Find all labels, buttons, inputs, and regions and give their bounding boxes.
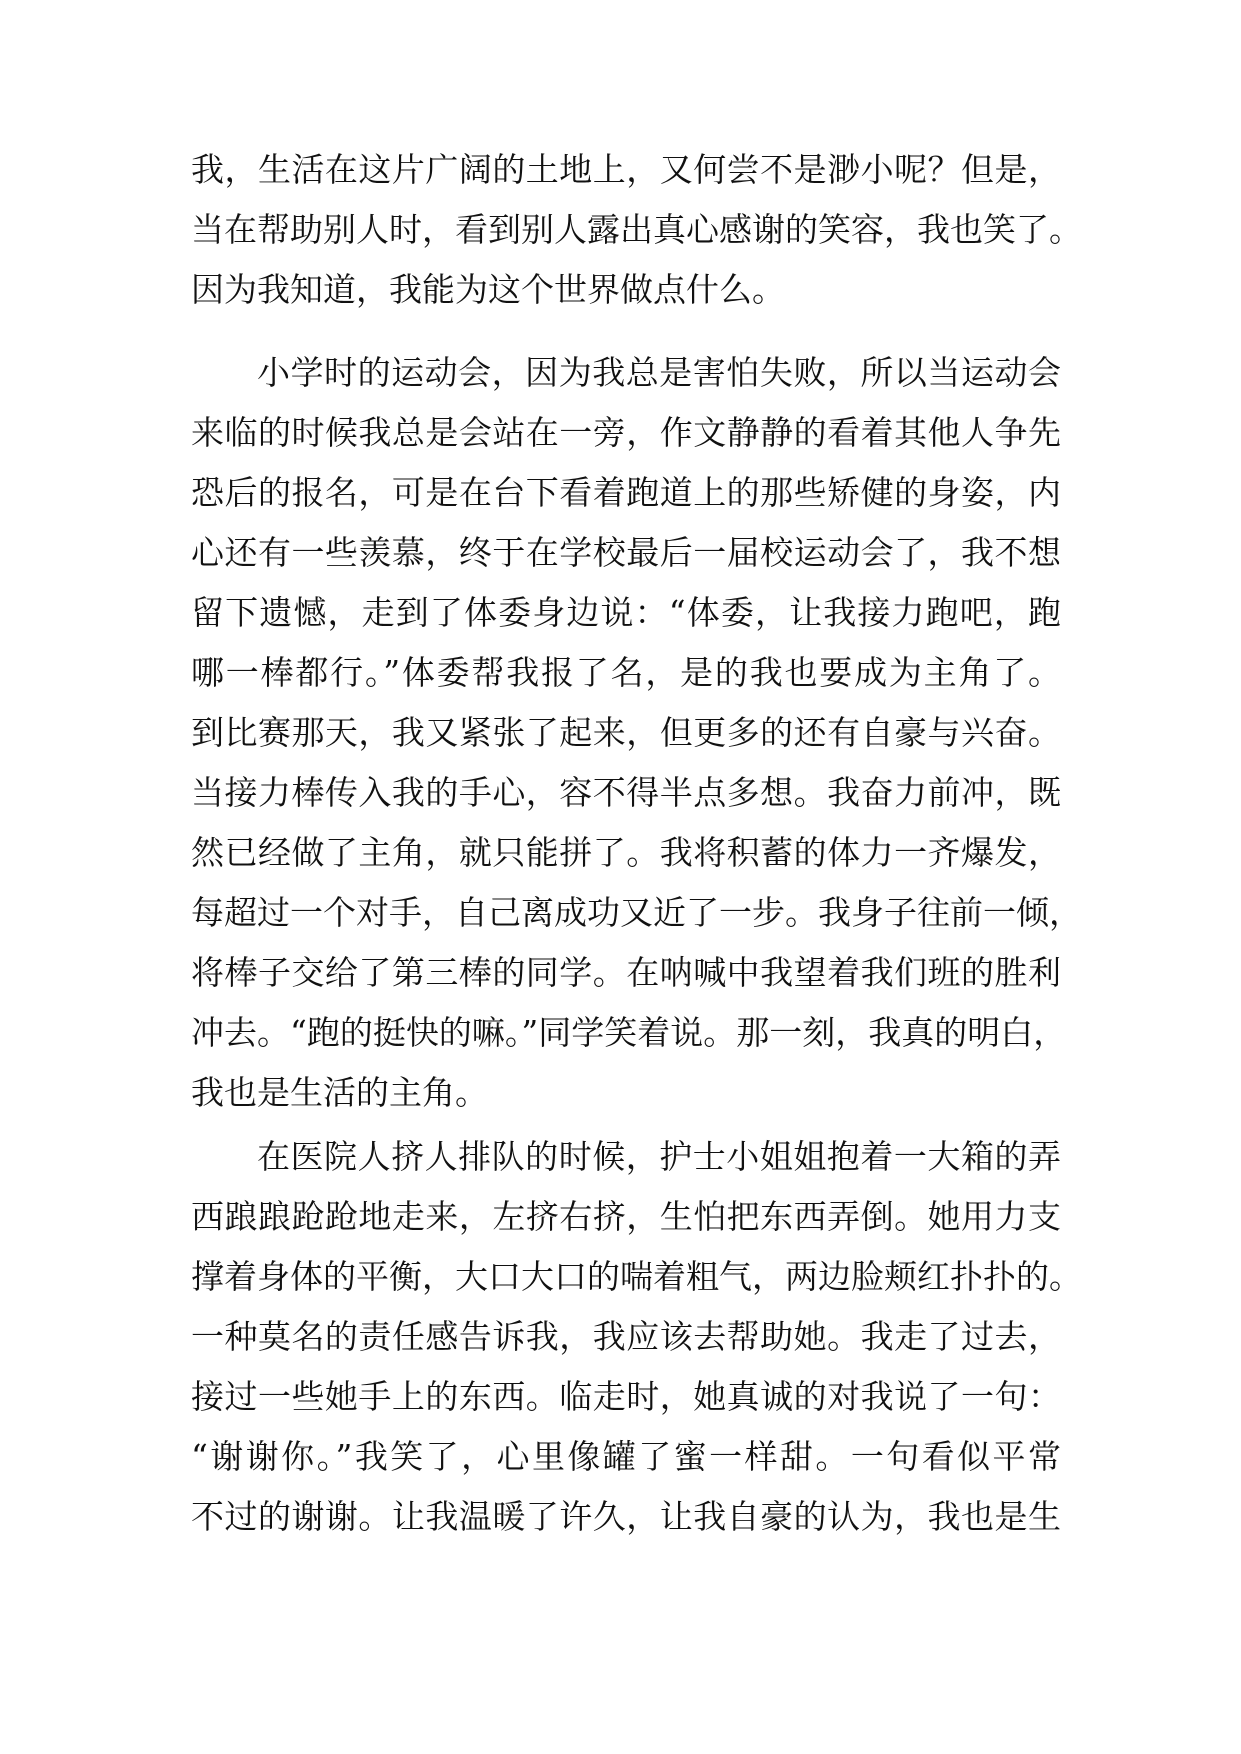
paragraph-3 [191,1127,1082,1547]
text-line: 在医院人挤人排队的时候，护士小姐姐抱着一大箱的弄 [257,1137,1061,1176]
paragraph-1 [191,140,1082,320]
text-line: 每超过一个对手，自己离成功又近了一步。我身子往前一倾， [191,893,1082,932]
text-line: 我，生活在这片广阔的土地上，又何尝不是渺小呢？但是， [191,150,1061,189]
text-line: 我也是生活的主角。 [191,1073,488,1112]
text-line: 因为我知道，我能为这个世界做点什么。 [191,270,785,309]
text-line: 哪一棒都行。”体委帮我报了名，是的我也要成为主角了。 [191,653,1061,692]
text-line: 心还有一些羡慕，终于在学校最后一届校运动会了，我不想 [191,533,1061,572]
text-line: 当在帮助别人时，看到别人露出真心感谢的笑容，我也笑了。 [191,210,1082,249]
text-line: “谢谢你。”我笑了，心里像罐了蜜一样甜。一句看似平常 [191,1437,1061,1476]
text-line: 接过一些她手上的东西。临走时，她真诚的对我说了一句： [191,1377,1061,1416]
text-line: 将棒子交给了第三棒的同学。在呐喊中我望着我们班的胜利 [191,953,1061,992]
text-line: 撑着身体的平衡，大口大口的喘着粗气，两边脸颊红扑扑的。 [191,1257,1082,1296]
text-line: 到比赛那天，我又紧张了起来，但更多的还有自豪与兴奋。 [191,713,1061,752]
text-line: 留下遗憾，走到了体委身边说：“体委，让我接力跑吧，跑 [191,593,1061,632]
paragraph-2 [191,343,1082,1123]
text-line: 当接力棒传入我的手心，容不得半点多想。我奋力前冲，既 [191,773,1061,812]
text-line: 冲去。“跑的挺快的嘛。”同学笑着说。那一刻，我真的明白， [191,1013,1067,1052]
text-line: 西踉踉跄跄地走来，左挤右挤，生怕把东西弄倒。她用力支 [191,1197,1061,1236]
text-line: 小学时的运动会，因为我总是害怕失败，所以当运动会 [257,353,1061,392]
text-line: 一种莫名的责任感告诉我，我应该去帮助她。我走了过去， [191,1317,1061,1356]
text-line: 不过的谢谢。让我温暖了许久，让我自豪的认为，我也是生 [191,1497,1061,1536]
text-line: 来临的时候我总是会站在一旁，作文静静的看着其他人争先 [191,413,1061,452]
text-line: 然已经做了主角，就只能拼了。我将积蓄的体力一齐爆发， [191,833,1061,872]
text-line: 恐后的报名，可是在台下看着跑道上的那些矫健的身姿，内 [191,473,1061,512]
